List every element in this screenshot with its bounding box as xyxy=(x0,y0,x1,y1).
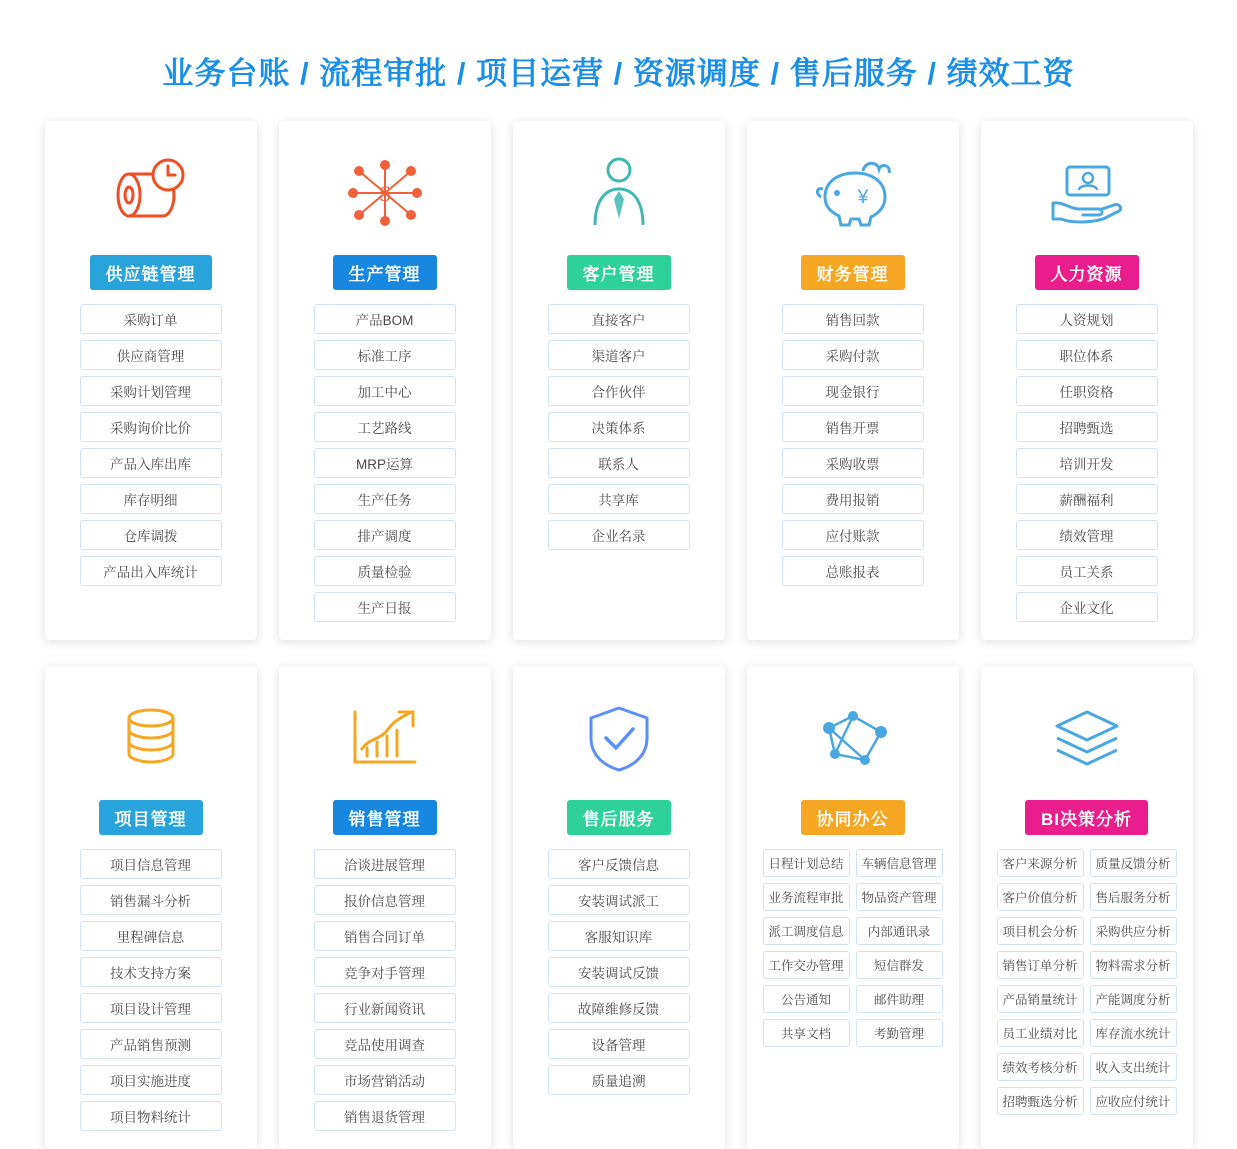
layers-icon xyxy=(1041,682,1133,794)
list-item[interactable]: 派工调度信息 xyxy=(763,917,850,945)
list-item[interactable]: 售后服务分析 xyxy=(1090,883,1177,911)
list-item[interactable]: 业务流程审批 xyxy=(763,883,850,911)
list-item[interactable]: 技术支持方案 xyxy=(80,957,222,987)
list-item[interactable]: 绩效管理 xyxy=(1016,520,1158,550)
list-item[interactable]: 排产调度 xyxy=(314,520,456,550)
card-finance[interactable] xyxy=(747,121,959,640)
list-item[interactable]: 采购询价比价 xyxy=(80,412,222,442)
card-title-aftersales: 售后服务 xyxy=(567,800,671,835)
list-item[interactable]: 项目设计管理 xyxy=(80,993,222,1023)
paper-roll-clock-icon xyxy=(105,137,197,249)
list-item[interactable]: 公告通知 xyxy=(763,985,850,1013)
item-list-project xyxy=(61,849,241,1131)
item-list-supply-chain xyxy=(61,304,241,586)
list-item[interactable]: 销售退货管理 xyxy=(314,1101,456,1131)
module-grid xyxy=(0,103,1237,1149)
list-item[interactable]: 项目物料统计 xyxy=(80,1101,222,1131)
list-item[interactable]: 产品出入库统计 xyxy=(80,556,222,586)
item-list-bi xyxy=(997,849,1177,1115)
list-item[interactable]: 仓库调拨 xyxy=(80,520,222,550)
list-item[interactable]: 竞品使用调查 xyxy=(314,1029,456,1059)
list-item[interactable]: 产品BOM xyxy=(314,304,456,334)
network-share-icon xyxy=(807,682,899,794)
list-item[interactable]: 客户反馈信息 xyxy=(548,849,690,879)
list-item[interactable]: 销售回款 xyxy=(782,304,924,334)
list-item[interactable]: 销售开票 xyxy=(782,412,924,442)
list-item[interactable]: 工艺路线 xyxy=(314,412,456,442)
list-item[interactable]: 客服知识库 xyxy=(548,921,690,951)
item-list-collaboration xyxy=(763,849,943,1047)
list-item[interactable]: MRP运算 xyxy=(314,448,456,478)
list-item[interactable]: 生产任务 xyxy=(314,484,456,514)
item-list-hr xyxy=(997,304,1177,622)
card-sales[interactable] xyxy=(279,666,491,1149)
list-item[interactable]: 销售漏斗分析 xyxy=(80,885,222,915)
list-item[interactable]: 短信群发 xyxy=(856,951,943,979)
card-title-supply-chain: 供应链管理 xyxy=(90,255,212,290)
list-item[interactable]: 收入支出统计 xyxy=(1090,1053,1177,1081)
list-item[interactable]: 产品销售预测 xyxy=(80,1029,222,1059)
list-item[interactable]: 物料需求分析 xyxy=(1090,951,1177,979)
list-item[interactable]: 里程碑信息 xyxy=(80,921,222,951)
card-title-collaboration: 协同办公 xyxy=(801,800,905,835)
list-item[interactable]: 任职资格 xyxy=(1016,376,1158,406)
list-item[interactable]: 现金银行 xyxy=(782,376,924,406)
list-item[interactable]: 安装调试派工 xyxy=(548,885,690,915)
card-collaboration[interactable] xyxy=(747,666,959,1149)
list-item[interactable]: 考勤管理 xyxy=(856,1019,943,1047)
card-project[interactable] xyxy=(45,666,257,1149)
list-item[interactable]: 采购供应分析 xyxy=(1090,917,1177,945)
list-item[interactable]: 薪酬福利 xyxy=(1016,484,1158,514)
list-item[interactable]: 共享文档 xyxy=(763,1019,850,1047)
list-item[interactable]: 招聘甄选 xyxy=(1016,412,1158,442)
page-title: 业务台账 / 流程审批 / 项目运营 / 资源调度 / 售后服务 / 绩效工资 xyxy=(162,56,1075,91)
list-item[interactable]: 项目机会分析 xyxy=(997,917,1084,945)
list-item[interactable]: 行业新闻资讯 xyxy=(314,993,456,1023)
list-item[interactable]: 绩效考核分析 xyxy=(997,1053,1084,1081)
list-item[interactable]: 故障维修反馈 xyxy=(548,993,690,1023)
list-item[interactable]: 员工业绩对比 xyxy=(997,1019,1084,1047)
list-item[interactable]: 直接客户 xyxy=(548,304,690,334)
card-production[interactable] xyxy=(279,121,491,640)
list-item[interactable]: 采购付款 xyxy=(782,340,924,370)
card-title-hr: 人力资源 xyxy=(1035,255,1139,290)
list-item[interactable]: 质量检验 xyxy=(314,556,456,586)
card-hr[interactable] xyxy=(981,121,1193,640)
card-supply-chain[interactable] xyxy=(45,121,257,640)
item-list-finance xyxy=(763,304,943,586)
list-item[interactable]: 企业名录 xyxy=(548,520,690,550)
list-item[interactable]: 决策体系 xyxy=(548,412,690,442)
list-item[interactable]: 应付账款 xyxy=(782,520,924,550)
list-item[interactable]: 费用报销 xyxy=(782,484,924,514)
coins-stack-icon xyxy=(105,682,197,794)
item-list-aftersales xyxy=(529,849,709,1095)
list-item[interactable]: 销售订单分析 xyxy=(997,951,1084,979)
list-item[interactable]: 产品入库出库 xyxy=(80,448,222,478)
item-list-production xyxy=(295,304,475,622)
item-list-sales xyxy=(295,849,475,1131)
list-item[interactable]: 培训开发 xyxy=(1016,448,1158,478)
list-item[interactable]: 安装调试反馈 xyxy=(548,957,690,987)
list-item[interactable]: 质量追溯 xyxy=(548,1065,690,1095)
list-item[interactable]: 渠道客户 xyxy=(548,340,690,370)
list-item[interactable]: 采购收票 xyxy=(782,448,924,478)
list-item[interactable]: 日程计划总结 xyxy=(763,849,850,877)
list-item[interactable]: 加工中心 xyxy=(314,376,456,406)
list-item[interactable]: 库存流水统计 xyxy=(1090,1019,1177,1047)
list-item[interactable]: 客户来源分析 xyxy=(997,849,1084,877)
list-item[interactable]: 生产日报 xyxy=(314,592,456,622)
list-item[interactable]: 采购计划管理 xyxy=(80,376,222,406)
list-item[interactable]: 工作交办管理 xyxy=(763,951,850,979)
list-item[interactable]: 邮件助理 xyxy=(856,985,943,1013)
list-item[interactable]: 竞争对手管理 xyxy=(314,957,456,987)
list-item[interactable]: 报价信息管理 xyxy=(314,885,456,915)
card-customer[interactable] xyxy=(513,121,725,640)
list-item[interactable]: 应收应付统计 xyxy=(1090,1087,1177,1115)
list-item[interactable]: 合作伙伴 xyxy=(548,376,690,406)
list-item[interactable]: 员工关系 xyxy=(1016,556,1158,586)
list-item[interactable]: 车辆信息管理 xyxy=(856,849,943,877)
svg-text:¥: ¥ xyxy=(857,187,868,208)
card-title-customer: 客户管理 xyxy=(567,255,671,290)
card-title-sales: 销售管理 xyxy=(333,800,437,835)
item-list-customer xyxy=(529,304,709,550)
shield-check-icon xyxy=(573,682,665,794)
list-item[interactable]: 项目实施进度 xyxy=(80,1065,222,1095)
card-aftersales[interactable] xyxy=(513,666,725,1149)
list-item[interactable]: 市场营销活动 xyxy=(314,1065,456,1095)
network-nodes-icon xyxy=(339,137,431,249)
svg-text:$: $ xyxy=(379,181,390,206)
list-item[interactable]: 共享库 xyxy=(548,484,690,514)
list-item[interactable]: 联系人 xyxy=(548,448,690,478)
list-item[interactable]: 库存明细 xyxy=(80,484,222,514)
list-item[interactable]: 采购订单 xyxy=(80,304,222,334)
list-item[interactable]: 客户价值分析 xyxy=(997,883,1084,911)
list-item[interactable]: 职位体系 xyxy=(1016,340,1158,370)
hand-card-icon xyxy=(1041,137,1133,249)
card-bi[interactable] xyxy=(981,666,1193,1149)
list-item[interactable]: 招聘甄选分析 xyxy=(997,1087,1084,1115)
list-item[interactable]: 洽谈进展管理 xyxy=(314,849,456,879)
list-item[interactable]: 标准工序 xyxy=(314,340,456,370)
list-item[interactable]: 项目信息管理 xyxy=(80,849,222,879)
card-title-project: 项目管理 xyxy=(99,800,203,835)
piggy-bank-icon xyxy=(807,137,899,249)
list-item[interactable]: 内部通讯录 xyxy=(856,917,943,945)
card-title-bi: BI决策分析 xyxy=(1025,800,1148,835)
list-item[interactable]: 总账报表 xyxy=(782,556,924,586)
list-item[interactable]: 产能调度分析 xyxy=(1090,985,1177,1013)
card-title-production: 生产管理 xyxy=(333,255,437,290)
list-item[interactable]: 人资规划 xyxy=(1016,304,1158,334)
person-tie-icon xyxy=(573,137,665,249)
list-item[interactable]: 产品销量统计 xyxy=(997,985,1084,1013)
list-item[interactable]: 质量反馈分析 xyxy=(1090,849,1177,877)
list-item[interactable]: 设备管理 xyxy=(548,1029,690,1059)
list-item[interactable]: 物品资产管理 xyxy=(856,883,943,911)
list-item[interactable]: 销售合同订单 xyxy=(314,921,456,951)
card-title-finance: 财务管理 xyxy=(801,255,905,290)
growth-chart-icon xyxy=(339,682,431,794)
list-item[interactable]: 供应商管理 xyxy=(80,340,222,370)
list-item[interactable]: 企业文化 xyxy=(1016,592,1158,622)
